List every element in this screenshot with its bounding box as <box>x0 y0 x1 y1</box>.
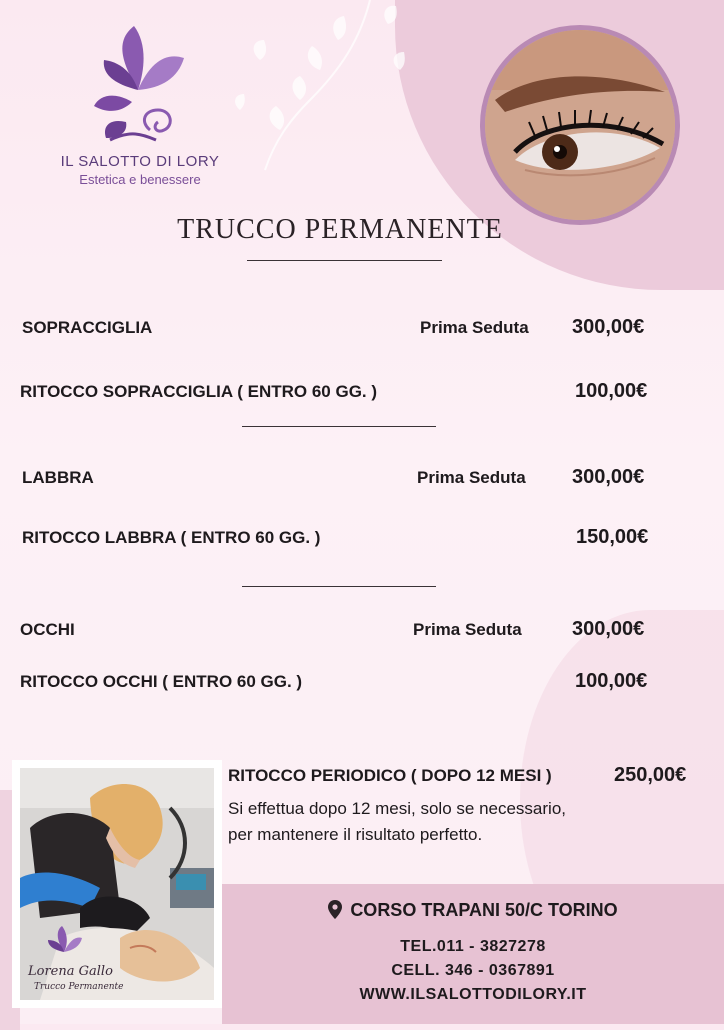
section-divider <box>242 426 436 427</box>
periodic-touchup-price: 250,00€ <box>614 764 687 786</box>
signature-subtitle: Trucco Permanente <box>34 982 124 992</box>
touchup-price: 100,00€ <box>575 380 648 402</box>
touchup-name: RITOCCO LABBRA ( ENTRO 60 GG. ) <box>22 528 321 547</box>
mobile-number[interactable]: CELL. 346 - 0367891 <box>391 962 555 979</box>
note-line: Si effettua dopo 12 mesi, solo se necessario, <box>228 799 566 818</box>
touchup-price: 150,00€ <box>576 526 649 548</box>
service-price: 300,00€ <box>572 316 645 338</box>
service-name: SOPRACCIGLIA <box>22 318 153 337</box>
periodic-touchup-name: RITOCCO PERIODICO ( DOPO 12 MESI ) <box>228 766 552 785</box>
brand-name: IL SALOTTO DI LORY <box>60 153 220 170</box>
artist-photo <box>20 768 214 1000</box>
service-name: OCCHI <box>20 620 75 639</box>
note-line: per mantenere il risultato perfetto. <box>228 825 483 844</box>
phone-number[interactable]: TEL.011 - 3827278 <box>400 938 546 955</box>
brand-logo <box>60 22 220 187</box>
title-divider <box>247 260 442 261</box>
map-pin-icon <box>328 900 342 919</box>
service-price: 300,00€ <box>572 466 645 488</box>
periodic-touchup-note <box>228 796 668 848</box>
address-text: CORSO TRAPANI 50/C TORINO <box>350 900 618 920</box>
signature-butterfly-icon <box>44 924 84 958</box>
service-name: LABBRA <box>22 468 94 487</box>
service-price: 300,00€ <box>572 618 645 640</box>
touchup-price: 100,00€ <box>575 670 648 692</box>
address-line <box>222 900 724 921</box>
page-title: TRUCCO PERMANENTE <box>177 214 503 245</box>
touchup-name: RITOCCO SOPRACCIGLIA ( ENTRO 60 GG. ) <box>20 382 378 401</box>
brand-tagline: Estetica e benessere <box>79 172 201 187</box>
eye-photo <box>480 25 680 225</box>
artist-photo-frame <box>12 760 222 1008</box>
session-label: Prima Seduta <box>420 318 529 337</box>
website-link[interactable]: WWW.ILSALOTTODILORY.IT <box>359 986 587 1003</box>
signature-name: Lorena Gallo <box>28 964 113 979</box>
touchup-name: RITOCCO OCCHI ( ENTRO 60 GG. ) <box>20 672 303 691</box>
contact-band <box>222 884 724 1024</box>
butterfly-icon <box>80 22 200 147</box>
session-label: Prima Seduta <box>417 468 526 487</box>
section-divider <box>242 586 436 587</box>
session-label: Prima Seduta <box>413 620 522 639</box>
floral-decoration-icon <box>220 0 420 200</box>
